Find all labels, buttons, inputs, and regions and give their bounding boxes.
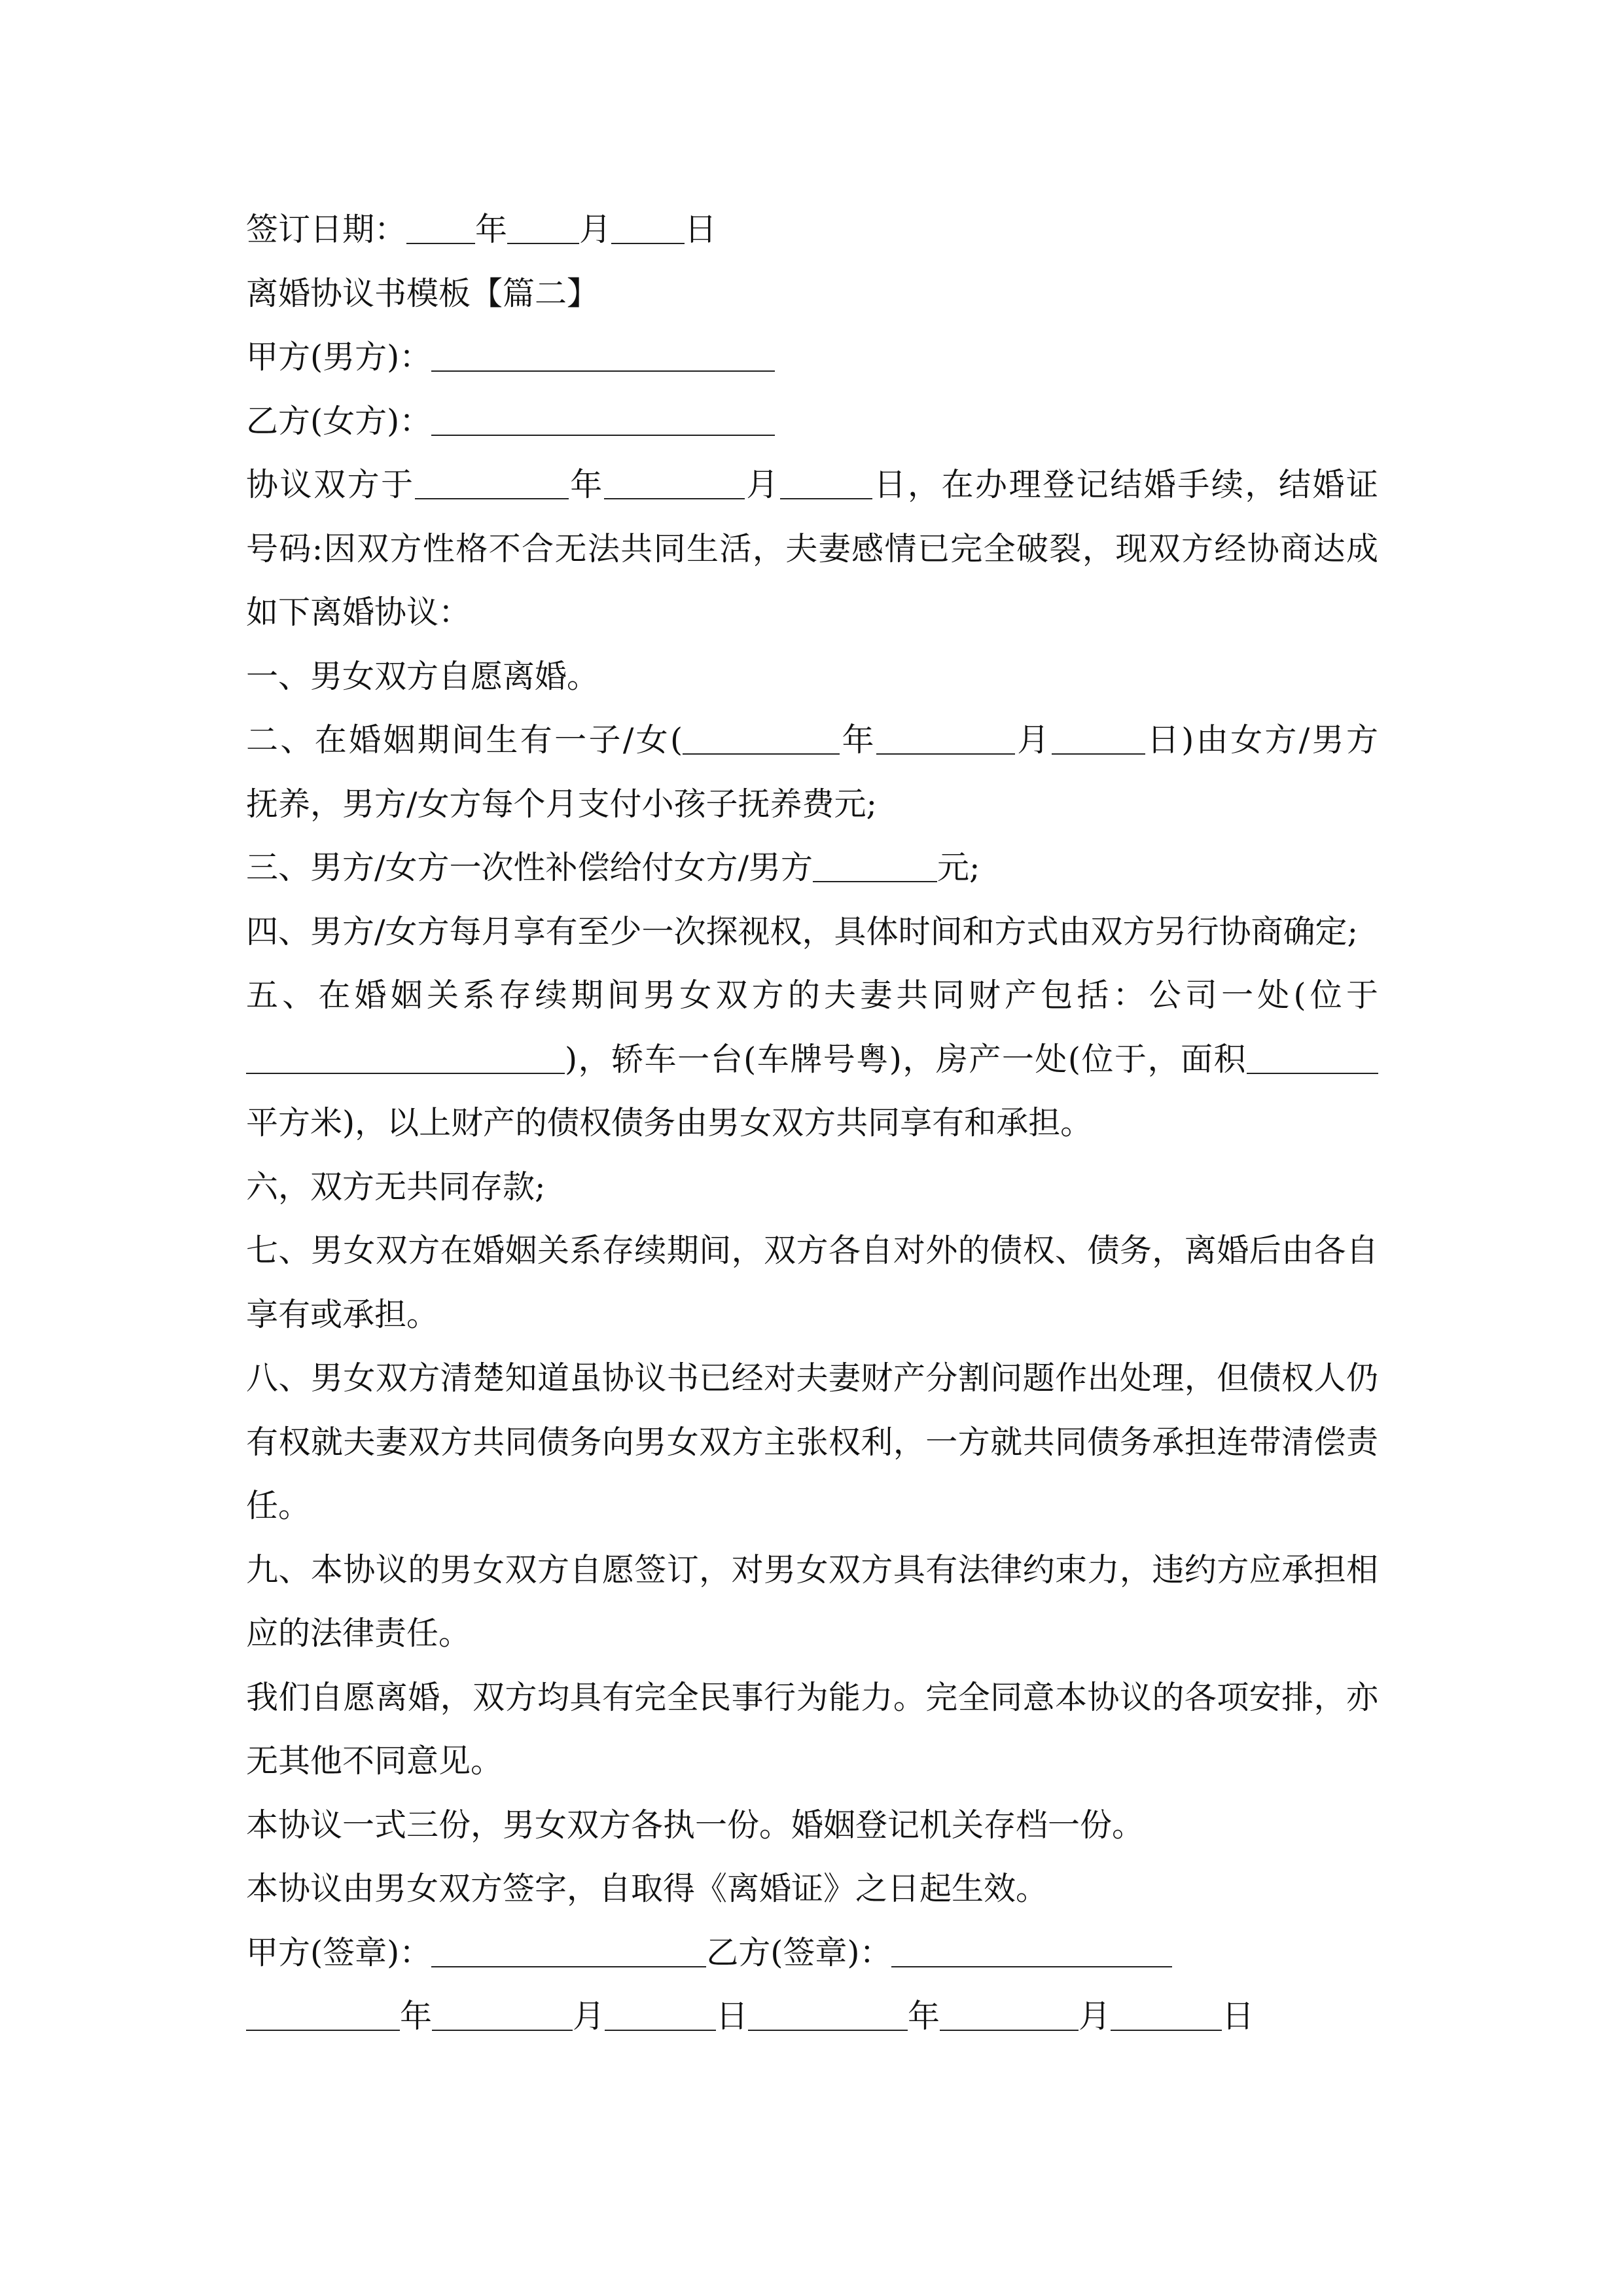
blank-field[interactable] <box>415 497 569 499</box>
paragraph-line: 本协议一式三份，男女双方各执一份。婚姻登记机关存档一份。 <box>246 1806 1145 1844</box>
paragraph-line: 应的法律责任。 <box>246 1615 471 1652</box>
text: 日，在办理登记结婚手续，结婚证 <box>872 466 1378 503</box>
paragraph-line: 本协议由男女双方签字，自取得《离婚证》之日起生效。 <box>246 1870 1048 1907</box>
blank-field[interactable] <box>406 242 475 244</box>
blank-field[interactable] <box>1111 2029 1222 2031</box>
clause-2 <box>246 708 1378 772</box>
text: 日 <box>685 211 717 248</box>
text: 年 <box>400 1998 433 2035</box>
blank-field[interactable] <box>246 1072 565 1074</box>
text: 月 <box>1014 721 1052 759</box>
text: 三、男方/女方一次性补偿给付女方/男方 <box>246 849 813 886</box>
clause-9: 九、本协议的男女双方自愿签订，对男女双方具有法律约束力，违约方应承担相 <box>246 1551 1378 1588</box>
text: 日)由女方/男方 <box>1145 721 1378 759</box>
blank-field[interactable] <box>432 2029 573 2031</box>
text: 元; <box>937 849 980 886</box>
blank-field[interactable] <box>507 242 579 244</box>
blank-field[interactable] <box>604 497 745 499</box>
party-a-line <box>246 325 1378 389</box>
paragraph-line: 任。 <box>246 1487 311 1524</box>
text: 月 <box>744 466 780 503</box>
paragraph-line: 号码:因双方性格不合无法共同生活，夫妻感情已完全破裂，现双方经协商达成 <box>246 529 1378 567</box>
text: 年 <box>908 1998 940 2035</box>
text: 月 <box>579 211 612 248</box>
paragraph-line: 有权就夫妻双方共同债务向男女双方主张权利，一方就共同债务承担连带清偿责 <box>246 1423 1378 1461</box>
blank-field[interactable] <box>1052 753 1145 755</box>
text: 甲方(男方)： <box>246 338 432 376</box>
text: 月 <box>573 1998 605 2035</box>
text: 签订日期： <box>246 211 407 248</box>
text: 日 <box>716 1998 749 2035</box>
paragraph-line: 抚养，男方/女方每个月支付小孩子抚养费元; <box>246 785 878 823</box>
clause-4: 四、男方/女方每月享有至少一次探视权，具体时间和方式由双方另行协商确定; <box>246 912 1359 950</box>
party-b-signature-field[interactable] <box>891 1965 1172 1967</box>
clause-1: 一、男女双方自愿离婚。 <box>246 657 599 695</box>
blank-field[interactable] <box>431 370 775 372</box>
clause-5: 五、在婚姻关系存续期间男女双方的夫妻共同财产包括：公司一处(位于 <box>246 977 1378 1014</box>
blank-field[interactable] <box>683 753 840 755</box>
blank-field[interactable] <box>780 497 872 499</box>
clause-7: 七、男女双方在婚姻关系存续期间，双方各自对外的债权、债务，离婚后由各自 <box>246 1232 1378 1269</box>
text: 日 <box>1222 1998 1255 2035</box>
blank-field[interactable] <box>611 242 685 244</box>
text: 乙方(签章)： <box>706 1933 892 1971</box>
blank-field[interactable] <box>1247 1072 1378 1074</box>
text: 年 <box>475 211 508 248</box>
paragraph-line: 如下离婚协议： <box>246 594 471 631</box>
party-a-signature-field[interactable] <box>431 1965 706 1967</box>
blank-field[interactable] <box>605 2029 716 2031</box>
paragraph-line: 无其他不同意见。 <box>246 1742 503 1780</box>
clause-8: 八、男女双方清楚知道虽协议书已经对夫妻财产分割问题作出处理，但债权人仍 <box>246 1359 1378 1397</box>
text: 甲方(签章)： <box>246 1933 432 1971</box>
signing-date-line <box>246 198 1378 262</box>
text: 二、在婚姻期间生有一子/女( <box>246 721 683 759</box>
blank-field[interactable] <box>876 753 1015 755</box>
text: 年 <box>840 721 876 759</box>
text: 月 <box>1079 1998 1111 2035</box>
clause-3 <box>246 836 1378 900</box>
text: 协议双方于 <box>246 466 415 503</box>
blank-field[interactable] <box>940 2029 1079 2031</box>
signature-date-line <box>246 1984 1378 2049</box>
text: )，轿车一台(车牌号粤)，房产一处(位于，面积 <box>565 1040 1247 1078</box>
signature-line <box>246 1921 1378 1985</box>
paragraph-line <box>246 1028 1378 1092</box>
blank-field[interactable] <box>246 2029 400 2031</box>
blank-field[interactable] <box>748 2029 908 2031</box>
text: 乙方(女方)： <box>246 402 432 440</box>
paragraph-line: 享有或承担。 <box>246 1295 439 1333</box>
document-page <box>246 198 1378 2049</box>
paragraph-line: 平方米)，以上财产的债权债务由男女双方共同享有和承担。 <box>246 1104 1093 1141</box>
blank-field[interactable] <box>431 434 775 436</box>
clause-6: 六，双方无共同存款; <box>246 1168 546 1206</box>
paragraph-line <box>246 453 1378 517</box>
text: 年 <box>568 466 604 503</box>
section-title: 离婚协议书模板【篇二】 <box>246 274 599 312</box>
paragraph-line: 我们自愿离婚，双方均具有完全民事行为能力。完全同意本协议的各项安排，亦 <box>246 1678 1378 1716</box>
blank-field[interactable] <box>813 880 937 882</box>
party-b-line <box>246 389 1378 454</box>
